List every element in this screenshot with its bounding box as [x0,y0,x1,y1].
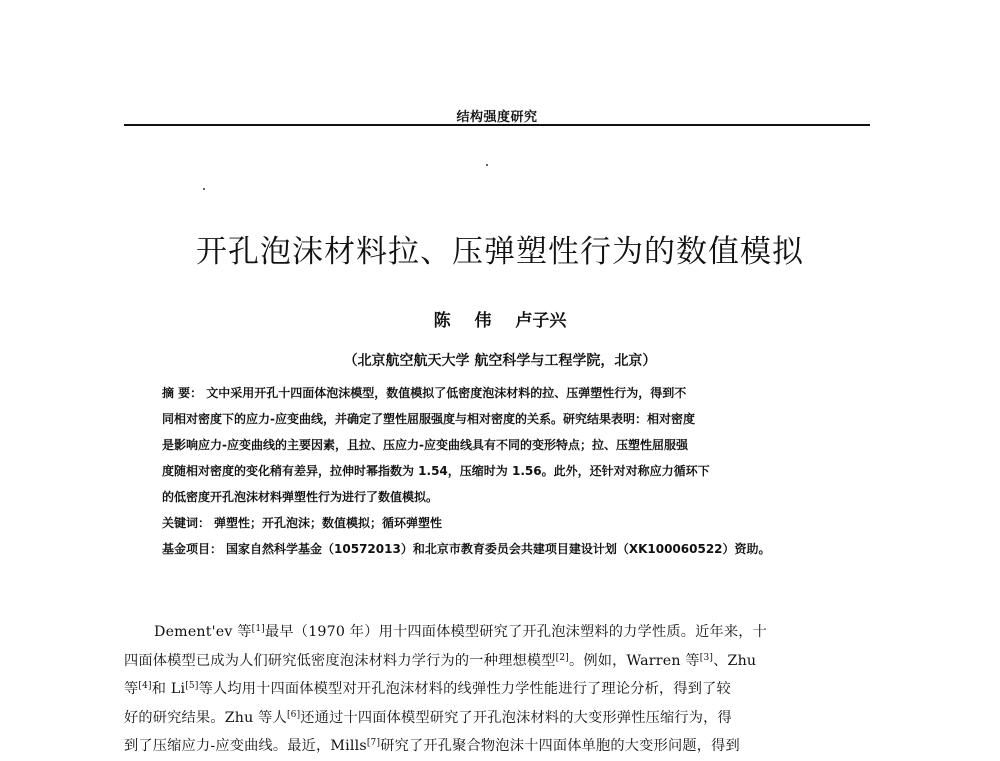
body-text: 好的研究结果。Zhu 等人 [124,709,287,726]
abstract-line-5: 的低密度开孔泡沫材料弹塑性行为进行了数值模拟。 [162,490,439,504]
citation-ref: [5] [185,681,199,691]
body-text: 最早（1970 年）用十四面体模型研究了开孔泡沫塑料的力学性质。近年来，十 [265,624,768,640]
body-text: 研究了开孔聚合物泡沫十四面体单胞的大变形问题，得到 [380,738,740,754]
body-text: 和 Li [151,681,186,697]
scan-speck [203,188,205,190]
keywords-label: 关键词： [162,516,211,530]
body-line-2 [124,647,876,676]
abstract-line-2: 同相对密度下的应力-应变曲线，并确定了塑性屈服强度与相对密度的关系。研究结果表明：相对密度 [162,412,695,426]
citation-ref: [1] [251,624,266,634]
funding-line [162,536,862,562]
funding-text: 国家自然科学基金（10572013）和北京市教育委员会共建项目建设计划（XK100060522）资助。 [226,542,771,556]
body-line-1 [124,618,876,647]
body-text: 等人均用十四面体模型对开孔泡沫材料的线弹性力学性能进行了理论分析，得到了较 [198,681,731,697]
paper-title: 开孔泡沫材料拉、压弹塑性行为的数值模拟 [196,234,804,270]
body-line-3 [124,675,876,704]
affiliation: （北京航空航天大学 航空科学与工程学院，北京） [343,353,657,369]
abstract-line-1 [162,380,862,406]
body-text: 。例如，Warren 等 [569,652,700,669]
abstract-line-3: 是影响应力-应变曲线的主要因素，且拉、压应力-应变曲线具有不同的变形特点；拉、压塑性屈服强 [162,438,688,452]
body-text: 到了压缩应力-应变曲线。最近，Mills [124,738,367,754]
citation-ref: [7] [366,738,381,748]
header-rule [124,124,870,126]
citation-ref: [4] [138,681,152,691]
body-text: 还通过十四面体模型研究了开孔泡沫材料的大变形弹性压缩行为，得 [300,709,732,726]
author-line: 陈 伟 卢子兴 [433,311,567,331]
abstract-line-4: 度随相对密度的变化稍有差异，拉伸时幂指数为 1.54，压缩时为 1.56。此外，还针对对称应力循环下 [162,464,710,478]
citation-ref: [6] [286,709,301,720]
abstract-label: 摘 要： [162,386,203,400]
abstract-text: 文中采用开孔十四面体泡沫模型，数值模拟了低密度泡沫材料的拉、压弹塑性行为，得到不 [206,386,687,400]
body-text: 等 [124,681,139,697]
citation-ref: [3] [699,652,714,663]
keywords-text: 弹塑性；开孔泡沫；数值模拟；循环弹塑性 [214,516,443,530]
citation-ref: [2] [555,652,569,663]
keywords-line [162,510,862,536]
body-text: 四面体模型已成为人们研究低密度泡沫材料力学行为的一种理想模型 [124,652,556,669]
scan-speck [486,164,488,166]
abstract-block [162,380,862,562]
body-line-5 [124,732,876,761]
body-line-4 [124,704,876,733]
body-text: Dement'ev 等 [154,624,252,640]
body-paragraph [124,618,876,761]
body-text: 、Zhu [713,652,757,669]
funding-label: 基金项目： [162,542,223,556]
running-head: 结构强度研究 [456,110,538,125]
